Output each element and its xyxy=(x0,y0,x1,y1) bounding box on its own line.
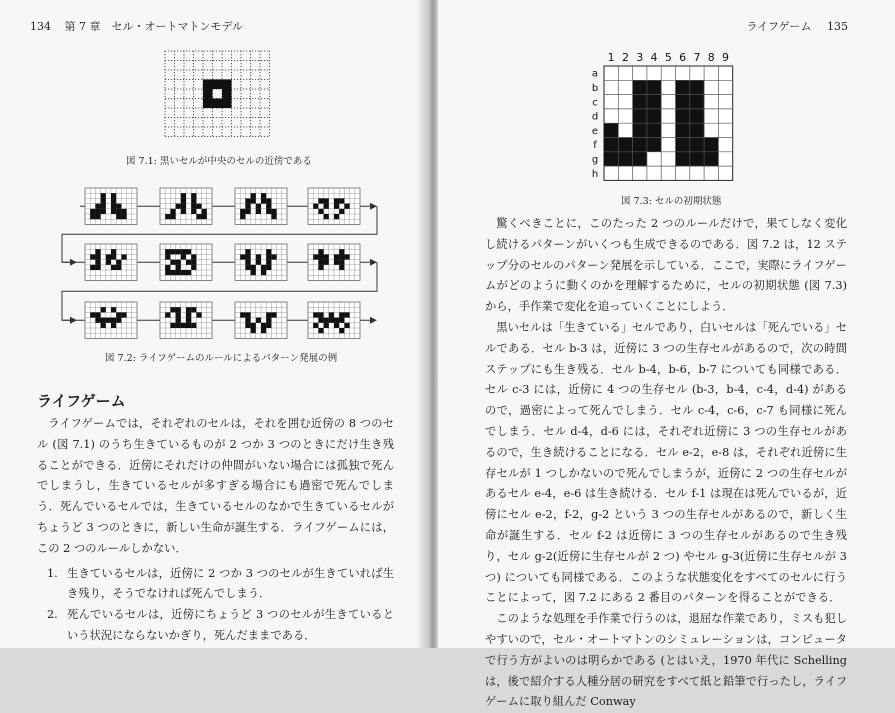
live-cell xyxy=(191,198,196,203)
live-cell xyxy=(318,328,323,333)
live-cell xyxy=(121,254,126,259)
live-cell xyxy=(339,249,344,254)
row-label: e xyxy=(591,125,599,137)
live-cell xyxy=(121,312,126,317)
row-label: a xyxy=(591,68,599,80)
live-cell xyxy=(318,249,323,254)
live-cell xyxy=(111,318,116,323)
live-cell xyxy=(334,204,339,209)
live-cell xyxy=(222,99,232,109)
paragraph: 黒いセルは「生きている」セルであり，白いセルは「死んでいる」セルである．セル b-3 は，近傍に 3 つの生存セルがあるので，次の時間ステップにも生き残る．セル b-4，b-6，b-7 についても同様である．セル c-3 には，近傍に 4 つの生存セル (b-3，b-4，c-4，d-4) があるので，過密によって死んでしまう．セル c-4，c-6，c-7 も同様に死んでしまう．セル d-4，d-6 には，それぞれ近傍に 3 つの生存セルがあるので，生き続けることになる．セル e-2，e-8 は，それぞれ近傍に生存セルが 1 つしかないので死んでしまうが，近傍に 2 つの生存セルがあるセル e-4，e-6 は生き続ける．セル f-1 は現在は死んでいるが，近傍にセル e-2，f-2，g-2 という 3 つの生存セルがあるので，新しく生命が誕生する．セル f-2 は近傍に 3 つの生存セルがあるので生き残り，セル g-2(近傍に生存セルが 2 つ) やセル g-3(近傍に生存セルが 3 つ) についても同様である．このような状態変化をすべてのセルに行うことによって，図 7.2 にある 2 番目のパターンを得ることができる． xyxy=(485,320,847,605)
left-page-number: 134 xyxy=(30,20,51,33)
live-cell xyxy=(334,323,339,328)
live-cell xyxy=(256,260,261,265)
live-cell xyxy=(261,328,266,333)
live-cell xyxy=(676,95,690,109)
live-cell xyxy=(111,265,116,270)
live-cell xyxy=(618,138,632,152)
live-cell xyxy=(261,270,266,275)
flow-arrow xyxy=(370,259,377,266)
live-cell xyxy=(186,312,191,317)
live-cell xyxy=(213,99,223,109)
intro-paragraph: ライフゲームでは，それぞれのセルは，それを囲む近傍の 8 つのセル (図 7.1) のうち生きているものが 2 つか 3 つのときにだけ生き残ることができる．近傍にそれだけの仲間がいない場合には孤独で死んでしまうし，生きているセルが多すぎる場合にも過密で死んでしまう．死んでいるセルでは，生きているセルのなかで生きているセルがちょうど 3 つのときに，新しい生命が誕生する．ライフゲームには，この 2 つのルールしかない． xyxy=(37,417,394,555)
live-cell xyxy=(90,214,95,219)
flow-arrow xyxy=(70,317,77,324)
live-cell xyxy=(176,204,181,209)
live-cell xyxy=(339,265,344,270)
live-cell xyxy=(339,254,344,259)
live-cell xyxy=(266,209,271,214)
live-cell xyxy=(170,260,175,265)
live-cell xyxy=(633,80,647,94)
live-cell xyxy=(266,260,271,265)
live-cell xyxy=(313,254,318,259)
paragraph: このような処理を手作業で行うのは，退屈な作業であり，ミスも犯しやすいので，セル・オートマトンのシミュレーションは，コンピュータで行う方がよいのは明らかである (とはいえ，1970 年代に Schelling は，後で紹介する人種分居の研究をすべて紙と鉛筆で行ったし，ライフゲームに取り組んだ Conway xyxy=(485,612,847,709)
column-label: 5 xyxy=(664,51,672,64)
live-cell xyxy=(176,270,181,275)
live-cell xyxy=(604,138,618,152)
live-cell xyxy=(604,123,618,137)
live-cell xyxy=(191,265,196,270)
live-cell xyxy=(176,318,181,323)
section-title: ライフゲーム xyxy=(37,392,126,410)
live-cell xyxy=(339,260,344,265)
column-label: 8 xyxy=(707,51,715,64)
live-cell xyxy=(213,80,223,90)
left-page-header xyxy=(30,18,243,34)
paragraph: 驚くべきことに，このたった 2 つのルールだけで，果てしなく変化し続けるパターンがいくつも生成できるのである．図 7.2 は，12 ステップ分のセルのパターン発展を示している．ここで，実際にライフゲームがどのように動くのかを理解するために，セルの初期状態 (図 7.3) から，手作業で変化を追っていくことにしよう． xyxy=(485,217,847,314)
live-cell xyxy=(165,312,170,317)
right-page-number: 135 xyxy=(827,20,848,33)
live-cell xyxy=(647,138,661,152)
live-cell xyxy=(324,214,329,219)
live-cell xyxy=(245,323,250,328)
live-cell xyxy=(324,323,329,328)
live-cell xyxy=(676,123,690,137)
row-label: f xyxy=(593,140,597,152)
live-cell xyxy=(256,209,261,214)
row-label: c xyxy=(592,97,598,109)
live-cell xyxy=(256,254,261,259)
live-cell xyxy=(318,198,323,203)
figure-7-3-initial-state-grid xyxy=(590,48,750,186)
live-cell xyxy=(690,152,704,166)
live-cell xyxy=(313,323,318,328)
live-cell xyxy=(245,265,250,270)
live-cell xyxy=(324,318,329,323)
row-label: h xyxy=(591,168,599,180)
live-cell xyxy=(334,318,339,323)
live-cell xyxy=(191,204,196,209)
live-cell xyxy=(101,204,106,209)
live-cell xyxy=(101,307,106,312)
live-cell xyxy=(191,323,196,328)
live-cell xyxy=(186,323,191,328)
live-cell xyxy=(633,95,647,109)
live-cell xyxy=(324,204,329,209)
live-cell xyxy=(181,209,186,214)
live-cell xyxy=(165,249,170,254)
rule-item xyxy=(47,564,394,606)
live-cell xyxy=(191,254,196,259)
live-cell xyxy=(186,270,191,275)
right-running-head: ライフゲーム xyxy=(746,20,812,33)
live-cell xyxy=(181,270,186,275)
left-page xyxy=(0,0,428,648)
column-label: 7 xyxy=(693,51,701,64)
live-cell xyxy=(647,123,661,137)
live-cell xyxy=(245,260,250,265)
live-cell xyxy=(170,307,175,312)
live-cell xyxy=(176,312,181,317)
live-cell xyxy=(203,80,213,90)
live-cell xyxy=(334,260,339,265)
live-cell xyxy=(704,152,718,166)
live-cell xyxy=(266,249,271,254)
live-cell xyxy=(165,214,170,219)
live-cell xyxy=(261,323,266,328)
live-cell xyxy=(266,198,271,203)
live-cell xyxy=(111,254,116,259)
column-label: 4 xyxy=(650,51,658,64)
live-cell xyxy=(313,204,318,209)
live-cell xyxy=(116,209,121,214)
live-cell xyxy=(116,260,121,265)
live-cell xyxy=(339,318,344,323)
live-cell xyxy=(101,198,106,203)
live-cell xyxy=(106,318,111,323)
live-cell xyxy=(266,312,271,317)
live-cell xyxy=(245,312,250,317)
live-cell xyxy=(106,260,111,265)
live-cell xyxy=(245,198,250,203)
live-cell xyxy=(344,323,349,328)
live-cell xyxy=(170,209,175,214)
live-cell xyxy=(186,318,191,323)
live-cell xyxy=(95,265,100,270)
flow-arrow xyxy=(70,259,77,266)
live-cell xyxy=(245,249,250,254)
live-cell xyxy=(90,312,95,317)
live-cell xyxy=(170,323,175,328)
live-cell xyxy=(271,254,276,259)
live-cell xyxy=(176,265,181,270)
live-cell xyxy=(339,328,344,333)
live-cell xyxy=(202,214,207,219)
live-cell xyxy=(245,209,250,214)
live-cell xyxy=(251,328,256,333)
live-cell xyxy=(111,307,116,312)
figure-7-2-pattern-evolution xyxy=(50,180,385,340)
flow-arrow xyxy=(370,203,377,210)
rules-list xyxy=(37,564,394,647)
live-cell xyxy=(334,254,339,259)
live-cell xyxy=(111,193,116,198)
column-label: 9 xyxy=(722,51,730,64)
live-cell xyxy=(318,260,323,265)
live-cell xyxy=(271,214,276,219)
live-cell xyxy=(240,254,245,259)
live-cell xyxy=(633,109,647,123)
live-cell xyxy=(271,209,276,214)
live-cell xyxy=(202,209,207,214)
live-cell xyxy=(690,123,704,137)
live-cell xyxy=(647,80,661,94)
figure-7-1-neighborhood-grid xyxy=(163,49,271,145)
live-cell xyxy=(266,254,271,259)
live-cell xyxy=(261,198,266,203)
live-cell xyxy=(111,323,116,328)
right-page-header xyxy=(746,18,848,34)
live-cell xyxy=(106,254,111,259)
live-cell xyxy=(111,198,116,203)
left-running-head: 第 7 章 セル・オートマトンモデル xyxy=(64,20,243,33)
live-cell xyxy=(618,152,632,166)
live-cell xyxy=(191,209,196,214)
live-cell xyxy=(196,312,201,317)
live-cell xyxy=(324,260,329,265)
right-page xyxy=(438,0,895,709)
live-cell xyxy=(170,249,175,254)
live-cell xyxy=(121,214,126,219)
live-cell xyxy=(339,209,344,214)
live-cell xyxy=(95,260,100,265)
live-cell xyxy=(165,270,170,275)
left-body-text xyxy=(37,414,394,647)
live-cell xyxy=(181,254,186,259)
live-cell xyxy=(222,80,232,90)
live-cell xyxy=(261,265,266,270)
live-cell xyxy=(690,80,704,94)
row-label: g xyxy=(591,154,599,166)
live-cell xyxy=(245,204,250,209)
live-cell xyxy=(318,209,323,214)
live-cell xyxy=(324,198,329,203)
live-cell xyxy=(256,204,261,209)
live-cell xyxy=(186,260,191,265)
live-cell xyxy=(95,254,100,259)
live-cell xyxy=(318,318,323,323)
live-cell xyxy=(240,214,245,219)
live-cell xyxy=(266,204,271,209)
column-label: 1 xyxy=(607,51,615,64)
live-cell xyxy=(165,254,170,259)
live-cell xyxy=(116,312,121,317)
right-body-text xyxy=(485,214,847,713)
live-cell xyxy=(633,152,647,166)
live-cell xyxy=(90,254,95,259)
live-cell xyxy=(266,318,271,323)
live-cell xyxy=(271,312,276,317)
live-cell xyxy=(633,123,647,137)
live-cell xyxy=(676,80,690,94)
live-cell xyxy=(251,323,256,328)
live-cell xyxy=(676,152,690,166)
live-cell xyxy=(170,214,175,219)
live-cell xyxy=(329,318,334,323)
live-cell xyxy=(676,109,690,123)
live-cell xyxy=(165,265,170,270)
live-cell xyxy=(251,270,256,275)
live-cell xyxy=(339,198,344,203)
live-cell xyxy=(95,204,100,209)
live-cell xyxy=(690,95,704,109)
live-cell xyxy=(101,209,106,214)
flow-arrow xyxy=(370,317,377,324)
live-cell xyxy=(633,138,647,152)
live-cell xyxy=(690,138,704,152)
live-cell xyxy=(334,198,339,203)
live-cell xyxy=(344,204,349,209)
live-cell xyxy=(116,214,121,219)
live-cell xyxy=(191,193,196,198)
live-cell xyxy=(203,89,213,99)
live-cell xyxy=(344,312,349,317)
live-cell xyxy=(318,312,323,317)
live-cell xyxy=(704,138,718,152)
live-cell xyxy=(245,254,250,259)
live-cell xyxy=(90,265,95,270)
live-cell xyxy=(251,193,256,198)
live-cell xyxy=(181,204,186,209)
live-cell xyxy=(170,270,175,275)
live-cell xyxy=(181,198,186,203)
rule-item xyxy=(47,605,394,647)
live-cell xyxy=(95,249,100,254)
live-cell xyxy=(181,249,186,254)
live-cell xyxy=(176,249,181,254)
column-label: 2 xyxy=(621,51,629,64)
live-cell xyxy=(266,323,271,328)
live-cell xyxy=(181,323,186,328)
live-cell xyxy=(318,254,323,259)
row-label: b xyxy=(591,82,599,94)
column-label: 3 xyxy=(636,51,644,64)
live-cell xyxy=(101,323,106,328)
figure-7-1-caption: 図 7.1: 黒いセルが中央のセルの近傍である xyxy=(126,156,312,167)
live-cell xyxy=(324,254,329,259)
live-cell xyxy=(186,307,191,312)
rule-text: 死んでいるセルは，近傍にちょうど 3 つのセルが生きているという状況にならないかぎり，死んだままである． xyxy=(67,608,394,642)
live-cell xyxy=(222,89,232,99)
live-cell xyxy=(176,323,181,328)
rule-number: 1. xyxy=(47,566,58,580)
row-label: d xyxy=(591,111,599,123)
live-cell xyxy=(176,307,181,312)
live-cell xyxy=(111,209,116,214)
column-label: 6 xyxy=(679,51,687,64)
live-cell xyxy=(176,260,181,265)
live-cell xyxy=(251,265,256,270)
rule-text: 生きているセルは，近傍に 2 つか 3 つのセルが生きていれば生き残り，そうでなければ死んでしまう． xyxy=(67,566,394,601)
live-cell xyxy=(245,318,250,323)
live-cell xyxy=(690,109,704,123)
rule-number: 2. xyxy=(47,608,58,622)
live-cell xyxy=(329,312,334,317)
live-cell xyxy=(191,307,196,312)
live-cell xyxy=(95,318,100,323)
live-cell xyxy=(191,260,196,265)
live-cell xyxy=(261,193,266,198)
live-cell xyxy=(111,204,116,209)
live-cell xyxy=(203,99,213,109)
live-cell xyxy=(647,95,661,109)
live-cell xyxy=(313,312,318,317)
live-cell xyxy=(186,249,191,254)
live-cell xyxy=(101,318,106,323)
live-cell xyxy=(181,193,186,198)
live-cell xyxy=(95,214,100,219)
live-cell xyxy=(196,214,201,219)
live-cell xyxy=(95,209,100,214)
live-cell xyxy=(251,198,256,203)
live-cell xyxy=(101,193,106,198)
live-cell xyxy=(339,312,344,317)
live-cell xyxy=(334,214,339,219)
live-cell xyxy=(196,204,201,209)
live-cell xyxy=(90,209,95,214)
live-cell xyxy=(240,209,245,214)
live-cell xyxy=(676,138,690,152)
figure-7-3-caption: 図 7.3: セルの初期状態 xyxy=(621,196,722,207)
live-cell xyxy=(604,152,618,166)
live-cell xyxy=(111,249,116,254)
live-cell xyxy=(116,265,121,270)
live-cell xyxy=(116,204,121,209)
live-cell xyxy=(318,265,323,270)
live-cell xyxy=(266,265,271,270)
figure-7-2-caption: 図 7.2: ライフゲームのルールによるパターン発展の例 xyxy=(105,353,338,364)
live-cell xyxy=(116,318,121,323)
live-cell xyxy=(256,318,261,323)
live-cell xyxy=(240,312,245,317)
live-cell xyxy=(344,254,349,259)
live-cell xyxy=(95,312,100,317)
live-cell xyxy=(647,109,661,123)
live-cell xyxy=(121,209,126,214)
